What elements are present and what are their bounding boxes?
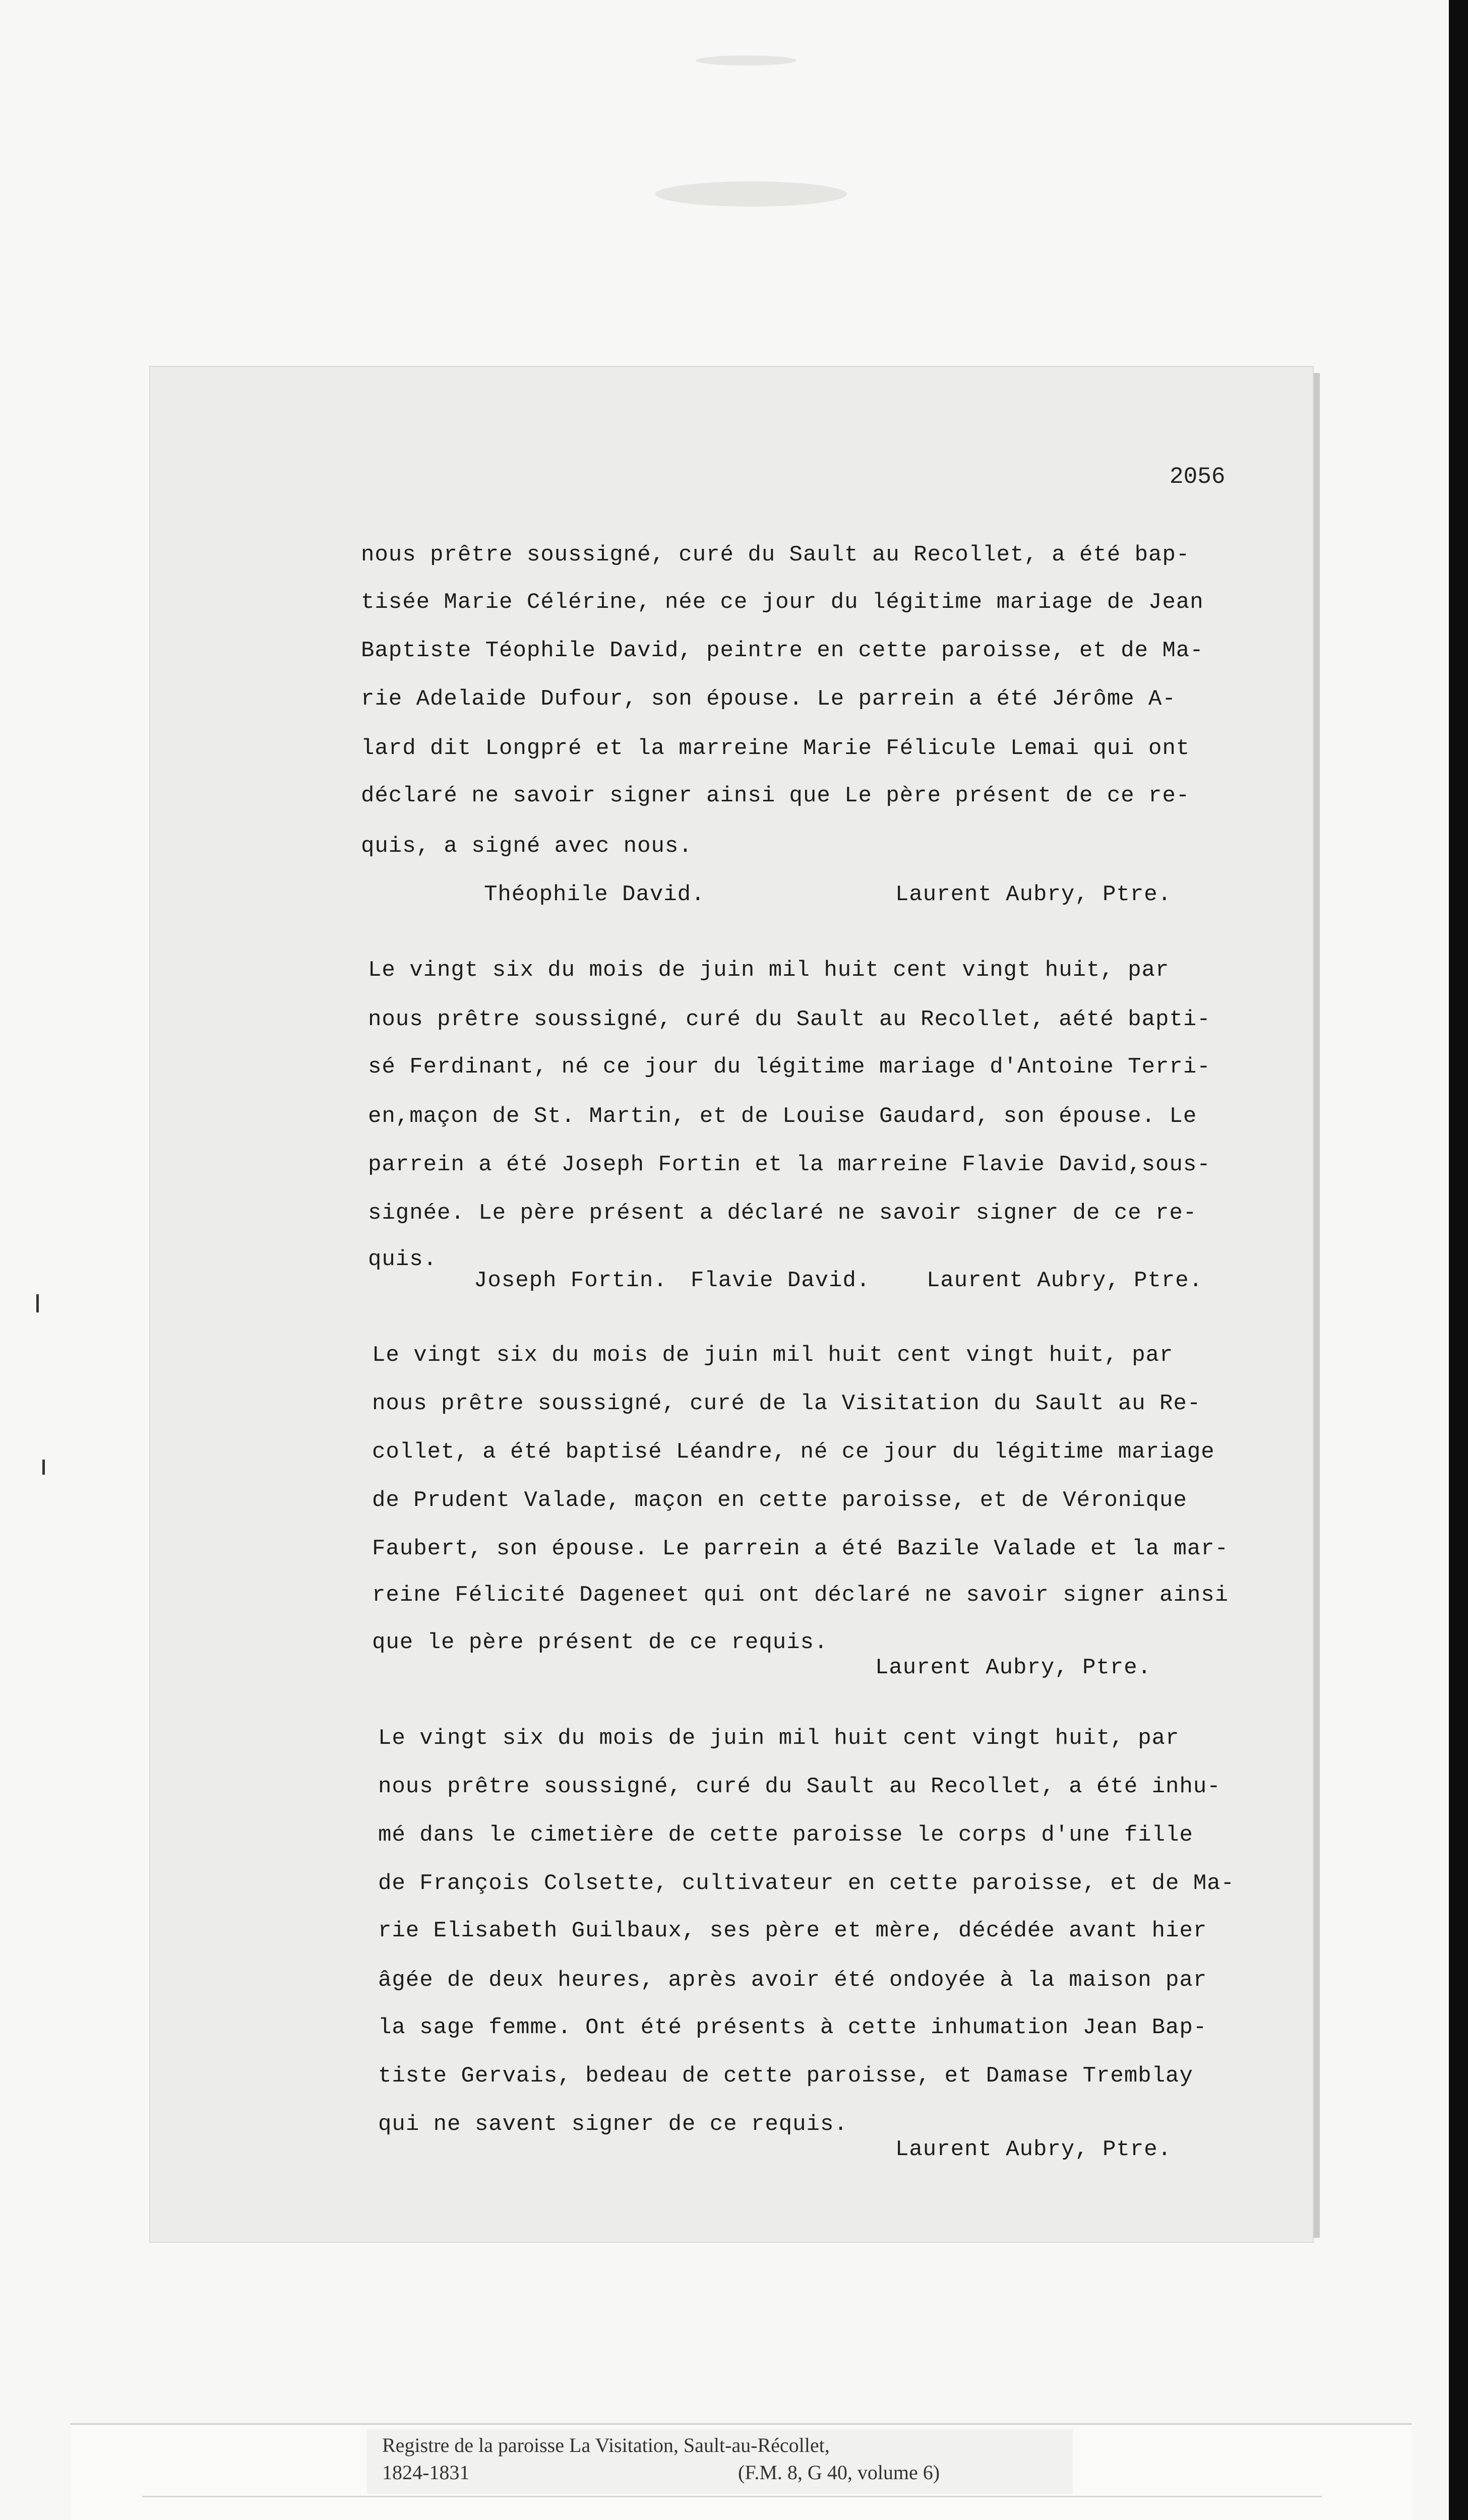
scan-smudge <box>696 55 797 66</box>
entry-line: sé Ferdinant, né ce jour du légitime mariage d'Antoine Terri- <box>368 1054 1211 1080</box>
entry-line: signée. Le père présent a déclaré ne savoir signer de ce re- <box>368 1201 1197 1226</box>
signature: Laurent Aubry, Ptre. <box>895 882 1172 907</box>
label-divider <box>142 2496 1322 2497</box>
entry-line: collet, a été baptisé Léandre, né ce jour du légitime mariage <box>372 1439 1215 1465</box>
entry-line: nous prêtre soussigné, curé de la Visitation du Sault au Re- <box>372 1391 1201 1416</box>
margin-mark <box>42 1460 45 1475</box>
signature: Laurent Aubry, Ptre. <box>927 1268 1203 1293</box>
entry-line: tisée Marie Célérine, née ce jour du légitime mariage de Jean <box>361 590 1204 615</box>
entry-line: lard dit Longpré et la marreine Marie Félicule Lemai qui ont <box>361 736 1190 761</box>
entry-line: de Prudent Valade, maçon en cette paroisse, et de Véronique <box>372 1488 1187 1513</box>
entry-line: que le père présent de ce requis. <box>372 1630 828 1655</box>
entry-line: rie Elisabeth Guilbaux, ses père et mère, décédée avant hier <box>378 1918 1207 1943</box>
entry-line: déclaré ne savoir signer ainsi que Le père présent de ce re- <box>361 783 1190 808</box>
caption-reference: (F.M. 8, G 40, volume 6) <box>738 2461 940 2484</box>
entry-line: nous prêtre soussigné, curé du Sault au Recollet, a été bap- <box>361 542 1190 568</box>
signature: Joseph Fortin. <box>474 1268 667 1293</box>
entry-line: la sage femme. Ont été présents à cette inhumation Jean Bap- <box>378 2015 1207 2040</box>
scan-smudge <box>655 181 847 207</box>
entry-line: tiste Gervais, bedeau de cette paroisse, et Damase Tremblay <box>378 2063 1193 2089</box>
entry-line: âgée de deux heures, après avoir été ondoyée à la maison par <box>378 1968 1207 1993</box>
signature: Laurent Aubry, Ptre. <box>895 2137 1172 2162</box>
entry-line: rie Adelaide Dufour, son épouse. Le parrein a été Jérôme A- <box>361 686 1176 712</box>
page-number: 2056 <box>1170 464 1226 490</box>
entry-line: qui ne savent signer de ce requis. <box>378 2112 848 2137</box>
entry-line: quis. <box>368 1247 438 1272</box>
signature: Flavie David. <box>691 1268 871 1293</box>
caption-title: Registre de la paroisse La Visitation, Sault-au-Récollet, <box>382 2434 830 2456</box>
margin-mark <box>36 1294 39 1312</box>
entry-line: de François Colsette, cultivateur en cette paroisse, et de Ma- <box>378 1871 1235 1896</box>
entry-line: Le vingt six du mois de juin mil huit cent vingt huit, par <box>372 1343 1174 1368</box>
signature: Laurent Aubry, Ptre. <box>875 1655 1152 1680</box>
entry-line: parrein a été Joseph Fortin et la marreine Flavie David,sous- <box>368 1152 1211 1177</box>
entry-line: Baptiste Téophile David, peintre en cette paroisse, et de Ma- <box>361 638 1204 663</box>
film-edge-right <box>1449 0 1468 2520</box>
signature: Théophile David. <box>484 882 705 907</box>
entry-line: Faubert, son épouse. Le parrein a été Bazile Valade et la mar- <box>372 1536 1229 1561</box>
entry-line: quis, a signé avec nous. <box>361 834 693 859</box>
entry-line: nous prêtre soussigné, curé du Sault au Recollet, a été inhu- <box>378 1774 1221 1799</box>
entry-line: reine Félicité Dageneet qui ont déclaré ne savoir signer ainsi <box>372 1583 1229 1608</box>
caption-box <box>367 2429 1073 2494</box>
entry-line: nous prêtre soussigné, curé du Sault au Recollet, aété bapti- <box>368 1007 1211 1032</box>
caption-years: 1824-1831 <box>382 2461 470 2484</box>
entry-line: Le vingt six du mois de juin mil huit cent vingt huit, par <box>368 958 1170 983</box>
entry-line: en,maçon de St. Martin, et de Louise Gaudard, son épouse. Le <box>368 1104 1197 1129</box>
entry-line: Le vingt six du mois de juin mil huit cent vingt huit, par <box>378 1726 1180 1751</box>
entry-line: mé dans le cimetière de cette paroisse le corps d'une fille <box>378 1822 1193 1848</box>
